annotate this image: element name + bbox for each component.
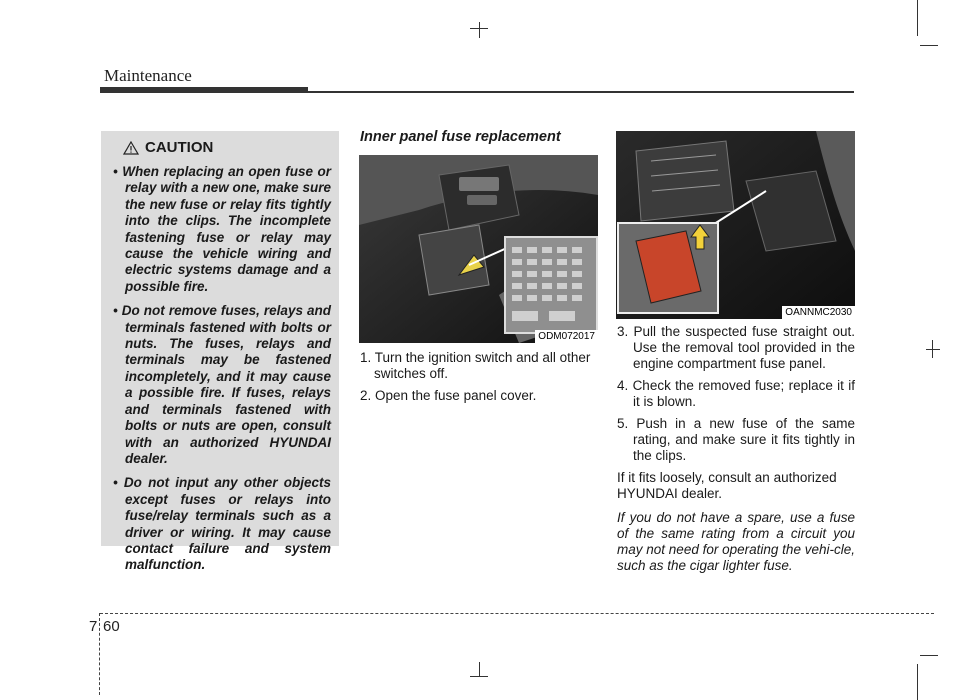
caution-box [101,131,339,573]
footer-rule [100,613,934,614]
caution-header [123,139,331,156]
header-rule-thin [308,91,854,93]
caution-item: • When replacing an open fuse or relay with a new one, make sure the new fuse or relay fits tightly into the clips. The incomplete fastening fuse or relay may cause the vehicle wiring and electric systems damage and a possible fire. [113,164,332,294]
warning-triangle-icon [123,141,139,155]
inner-panel-figure [359,155,598,343]
spare-fuse-note: If you do not have a spare, use a fuse of the same rating from a circuit you may not need for operating the vehi-cle, such as the cigar lighter fuse. [617,510,855,573]
engine-panel-figure [616,131,855,319]
engine-panel-text [617,324,855,574]
caution-item-text: Do not input any other objects except fuses or relays into fuse/relay terminals such as a driver or wiring. It may cause contact failure and system malfunction. [123,475,332,573]
caution-item-text: Do not remove fuses, relays and terminals fastened with bolts or nuts. The fuses, relays and terminals may be fastened incompletely, and it may cause a possible fire. If fuses, relays and terminals fastened with bolts or nuts are open, consult with an authorized HYUNDAI dealer. [121,303,331,466]
crop-mark-top-center-v [479,22,480,38]
crop-mark-bottom-right-h [920,655,938,656]
footer-vertical-rule [99,613,100,695]
page-number: 60 [103,618,120,635]
loose-fit-paragraph: If it fits loosely, consult an authorized HYUNDAI dealer. [617,470,837,501]
inner-panel-steps [360,350,598,410]
step-item: 5. Push in a new fuse of the same rating, and make sure it fits tightly in the clips. [617,416,855,463]
crop-mark-bottom-center-v [479,662,480,676]
figure-code-label: ODM072017 [535,330,598,343]
step-item: 3. Pull the suspected fuse straight out. Use the removal tool provided in the engine compartment fuse panel. [617,324,855,371]
figure-code-label: OANNMC2030 [782,306,855,319]
crop-mark-right-middle-h [926,349,940,350]
crop-mark-top-right-h [920,45,938,46]
inner-panel-heading: Inner panel fuse replacement [360,129,561,145]
step-item: 2. Open the fuse panel cover. [360,388,537,403]
inner-panel-photo [359,155,598,343]
crop-mark-top-right-v [917,0,918,36]
section-title: Maintenance [104,66,192,85]
step-item: 4. Check the removed fuse; replace it if it is blown. [617,378,855,409]
crop-mark-bottom-center-h [470,676,488,677]
caution-item: • Do not remove fuses, relays and terminals fastened with bolts or nuts. The fuses, relays and terminals may be fastened incompletely, and it may cause a possible fire. If fuses, relays and terminals fastened with bolts or nuts are open, consult with an authorized HYUNDAI dealer. [113,303,331,466]
engine-panel-photo [616,131,855,319]
caution-item: • Do not input any other objects except fuses or relays into fuse/relay terminals such as a driver or wiring. It may cause contact failure and system malfunction. [113,475,332,573]
caution-item-text: When replacing an open fuse or relay with a new one, make sure the new fuse or relay fits tightly into the clips. The incomplete fastening fuse or relay may cause the vehicle wiring and electric systems damage and a possible fire. [122,164,332,294]
header-rule-thick [100,87,308,93]
caution-list [111,164,331,574]
caution-title: CAUTION [145,139,214,156]
step-item: 1. Turn the ignition switch and all other switches off. [360,350,591,381]
crop-mark-bottom-right-v [917,664,918,700]
chapter-number: 7 [89,618,98,635]
